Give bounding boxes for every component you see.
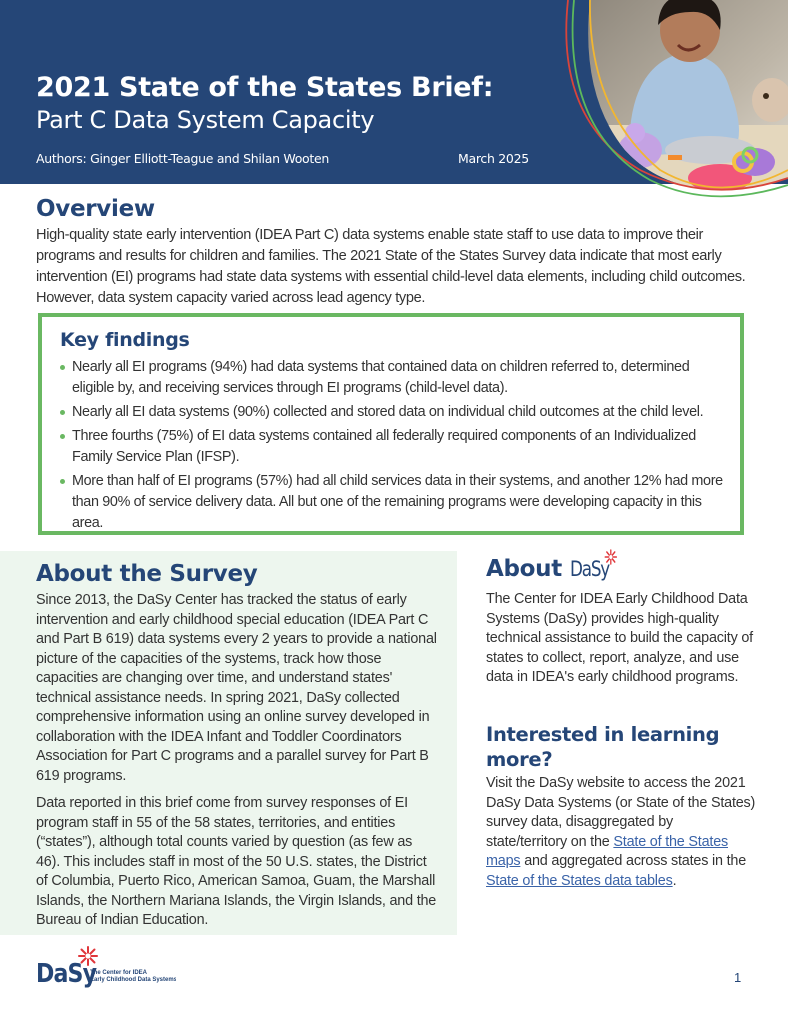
svg-text:The Center for IDEA: The Center for IDEA <box>90 970 148 976</box>
survey-paragraph: Data reported in this brief come from survey responses of EI program staff in 55 of the 58 states, territories, and entities (“states”), although total counts varied by question (as few as 46). This includes staff in most of the 50 U.S. states, the District of Columbia, Puerto Rico, American Samoa, Guam, the Marshall Islands, the Northern Mariana Islands, the Virgin Islands, and the Bureau of Indian Education. <box>36 795 437 928</box>
key-findings-box <box>38 313 744 535</box>
learn-more-paragraph: Visit the DaSy website to access the 2021 DaSy Data Systems (or State of the States) survey data, disaggregated by state/territory on the State of the States maps and aggregated across states in the State of the States data tables. <box>486 775 756 889</box>
publication-date: March 2025 <box>458 151 529 166</box>
document-title: 2021 State of the States Brief: <box>36 72 494 103</box>
finding-item: More than half of EI programs (57%) had all child services data in their systems, and another 12% had more than 90% of service delivery data. All but one of the remaining programs were developing capacity in this area. <box>58 471 728 534</box>
document-subtitle: Part C Data System Capacity <box>36 106 375 134</box>
about-survey-heading: About the Survey <box>36 561 258 587</box>
key-findings-list <box>58 357 728 537</box>
dasy-logo-word: DaSy <box>570 557 609 581</box>
about-survey-body <box>36 591 438 939</box>
finding-item: Nearly all EI programs (94%) had data systems that contained data on children referred to, determined eligible by, and receiving services through EI programs (child-level data). <box>58 357 728 399</box>
bullet-icon <box>60 410 65 415</box>
finding-item: Three fourths (75%) of EI data systems contained all federally required components of an Individualized Family Service Plan (IFSP). <box>58 426 728 468</box>
bullet-icon <box>60 434 65 439</box>
learn-more-heading: Interested in learning more? <box>486 723 720 771</box>
overview-paragraph: High-quality state early intervention (IDEA Part C) data systems enable state staff to use data to improve their programs and results for children and families. The 2021 State of the States Survey data indicate that most early intervention (EI) programs had state data systems with essential child-level data elements, including child outcomes. However, data system capacity varied across lead agency type. <box>36 227 746 306</box>
dasy-footer-logo <box>36 944 176 990</box>
page-number: 1 <box>734 970 742 985</box>
overview-heading: Overview <box>36 196 155 222</box>
state-of-the-states-maps-link[interactable]: State of the States maps <box>486 833 728 869</box>
key-findings-heading: Key findings <box>60 329 190 351</box>
bullet-icon <box>60 365 65 370</box>
svg-text:Early Childhood Data Systems: Early Childhood Data Systems <box>90 977 176 983</box>
about-dasy-heading: About DaSy <box>486 556 618 582</box>
bullet-icon <box>60 479 65 484</box>
header-photo <box>560 0 788 200</box>
about-survey-panel <box>0 551 457 935</box>
svg-text:DaSy: DaSy <box>36 958 97 989</box>
survey-paragraph: Since 2013, the DaSy Center has tracked the status of early intervention and early childhood special education (IDEA Part C and Part B 619) data systems every 2 years to provide a national picture of the capacities of the systems, track how those capacities are changing over time, and understand states' technical assistance needs. In spring 2021, DaSy collected comprehensive information using an online survey developed in collaboration with the IDEA Infant and Toddler Coordinators Association for Part C programs and a parallel survey for Part B 619 programs. <box>36 592 437 784</box>
authors-line: Authors: Ginger Elliott-Teague and Shilan Wooten <box>36 151 329 166</box>
finding-item: Nearly all EI data systems (90%) collected and stored data on individual child outcomes at the child level. <box>58 402 728 423</box>
flower-icon <box>604 549 617 565</box>
state-of-the-states-data-tables-link[interactable]: State of the States data tables <box>486 872 673 889</box>
about-dasy-paragraph: The Center for IDEA Early Childhood Data Systems (DaSy) provides high-quality technical assistance to build the capacity of states to collect, report, analyze, and use data in IDEA's early childhood programs. <box>486 591 753 685</box>
